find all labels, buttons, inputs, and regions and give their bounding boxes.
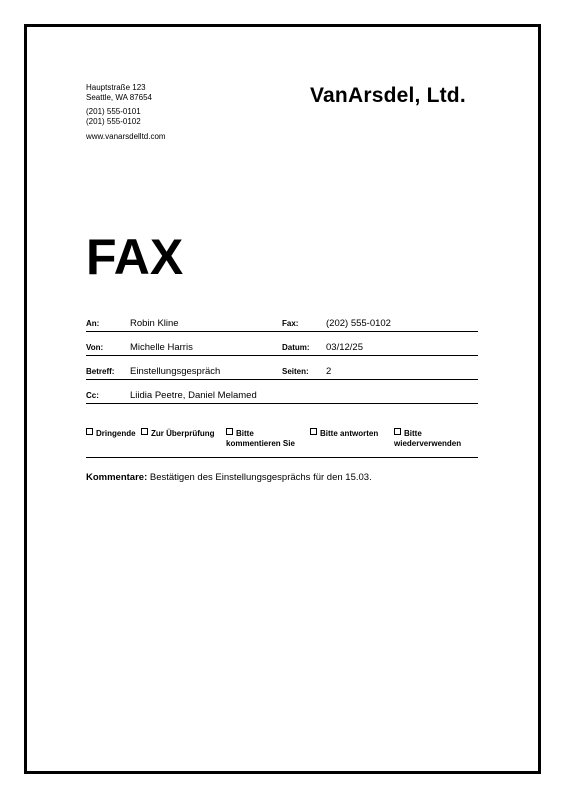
seiten-value[interactable]: 2 [326, 366, 332, 377]
checkbox-icon[interactable] [226, 428, 233, 435]
row-sender [86, 336, 478, 356]
row-divider [86, 379, 478, 380]
checkbox-divider [86, 457, 478, 458]
checkbox-dringende[interactable] [86, 428, 136, 439]
checkbox-icon[interactable] [141, 428, 148, 435]
fax-title: FAX [86, 229, 184, 285]
row-cc [86, 384, 478, 404]
datum-label: Datum: [282, 343, 310, 352]
row-recipient [86, 312, 478, 332]
datum-value[interactable]: 03/12/25 [326, 342, 363, 353]
sender-city: Seattle, WA 87654 [86, 93, 152, 102]
betreff-value[interactable]: Einstellungsgespräch [130, 366, 221, 377]
an-value[interactable]: Robin Kline [130, 318, 179, 329]
company-name: VanArsdel, Ltd. [310, 84, 466, 107]
checkbox-zur-ueberpruefung[interactable] [141, 428, 215, 439]
checkbox-label-line1: Bitte [236, 429, 254, 438]
von-value[interactable]: Michelle Harris [130, 342, 193, 353]
von-label: Von: [86, 343, 104, 352]
row-divider [86, 403, 478, 404]
checkbox-label-line2: wiederverwenden [394, 439, 462, 448]
checkbox-bitte-wiederverwenden[interactable] [394, 428, 461, 449]
row-divider [86, 331, 478, 332]
sender-phone-1: (201) 555-0101 [86, 107, 141, 116]
fax-value[interactable]: (202) 555-0102 [326, 318, 391, 329]
checkbox-label: Zur Überprüfung [151, 429, 215, 438]
checkbox-label: Dringende [96, 429, 136, 438]
row-subject [86, 360, 478, 380]
an-label: An: [86, 319, 100, 328]
checkbox-bitte-antworten[interactable] [310, 428, 378, 439]
checkbox-label-line1: Bitte [404, 429, 422, 438]
comment-text[interactable]: Bestätigen des Einstellungsgesprächs für den 15.03. [149, 472, 372, 483]
seiten-label: Seiten: [282, 367, 309, 376]
sender-phone-2: (201) 555-0102 [86, 117, 141, 126]
cc-value[interactable]: Liidia Peetre, Daniel Melamed [130, 390, 257, 401]
sender-street: Hauptstraße 123 [86, 83, 146, 92]
checkbox-label: Bitte antworten [320, 429, 379, 438]
fax-label: Fax: [282, 319, 299, 328]
comment-label: Kommentare: [86, 472, 148, 483]
comment-block [86, 472, 372, 483]
checkbox-icon[interactable] [310, 428, 317, 435]
checkbox-icon[interactable] [394, 428, 401, 435]
checkbox-bitte-kommentieren[interactable] [226, 428, 295, 449]
checkbox-icon[interactable] [86, 428, 93, 435]
cc-label: Cc: [86, 391, 99, 400]
row-divider [86, 355, 478, 356]
checkbox-label-line2: kommentieren Sie [226, 439, 295, 448]
betreff-label: Betreff: [86, 367, 115, 376]
sender-website: www.vanarsdelltd.com [86, 132, 166, 141]
